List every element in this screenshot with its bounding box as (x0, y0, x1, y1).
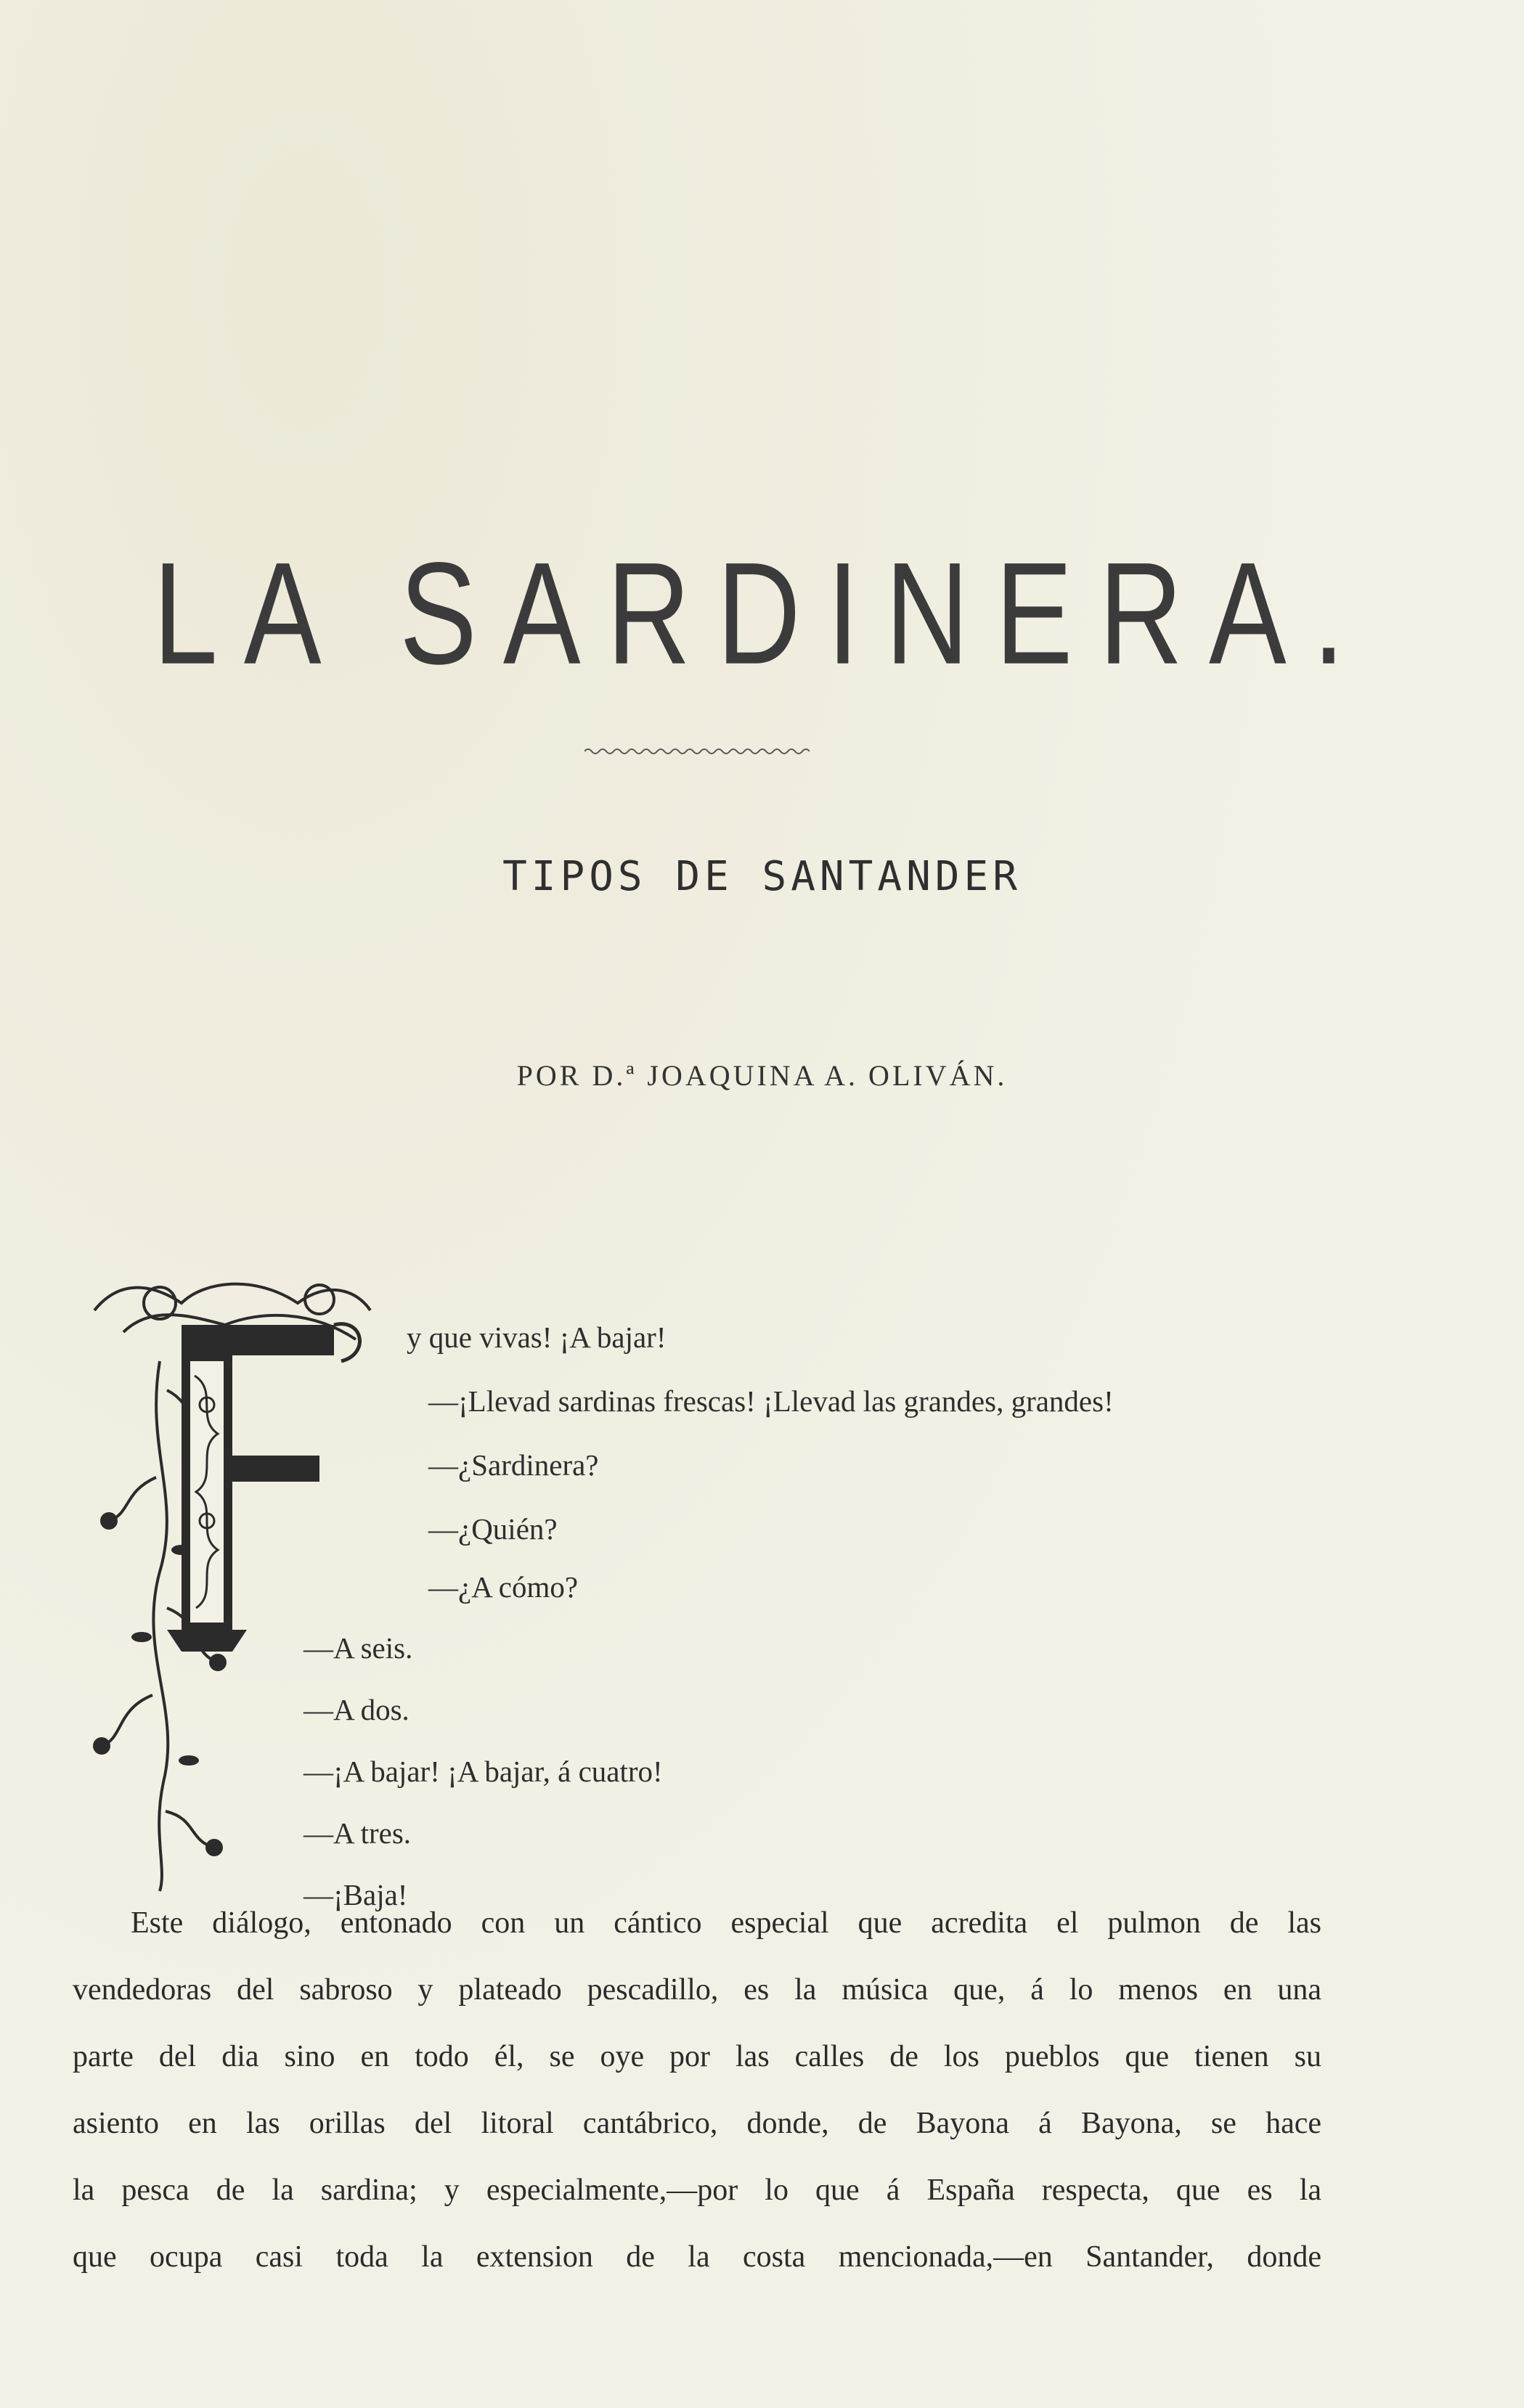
author-line: POR D.ª JOAQUINA A. OLIVÁN. (516, 1059, 1008, 1092)
dialogue-line: —A dos. (303, 1693, 409, 1726)
paragraph-line: Este diálogo, entonado con un cántico especial que acredita el pulmon de las (131, 1906, 1321, 1940)
paragraph-line: parte del dia sino en todo él, se oye por las calles de los pueblos que tienen su (73, 2040, 1321, 2073)
paragraph-line: que ocupa casi toda la extension de la costa mencionada,—en Santander, donde (73, 2240, 1321, 2274)
dialogue-line: —A tres. (303, 1816, 412, 1850)
dialogue-line: —¿Sardinera? (428, 1448, 599, 1482)
dialogue-line: —A seis. (303, 1631, 413, 1665)
decorative-rule (584, 746, 810, 756)
dialogue-line: —¡Baja! (303, 1878, 408, 1911)
page-title: LA SARDINERA. (152, 531, 1372, 695)
paragraph-line: la pesca de la sardina; y especialmente,—por lo que á España respecta, que es la (73, 2174, 1321, 2207)
dialogue-line: —¿A cómo? (428, 1570, 579, 1604)
ornamental-drop-cap (80, 1260, 385, 1898)
paragraph-line: vendedoras del sabroso y plateado pescadillo, es la música que, á lo menos en una (73, 1973, 1321, 2007)
dialogue-line: —¡A bajar! ¡A bajar, á cuatro! (303, 1755, 663, 1788)
dialogue-line: y que vivas! ¡A bajar! (407, 1321, 667, 1354)
body-paragraph (73, 1908, 1321, 2314)
dialogue-line: —¡Llevad sardinas frescas! ¡Llevad las grandes, grandes! (428, 1384, 1114, 1418)
paragraph-line: asiento en las orillas del litoral cantábrico, donde, de Bayona á Bayona, se hace (73, 2107, 1321, 2140)
subtitle: TIPOS DE SANTANDER (502, 853, 1022, 900)
dialogue-line: —¿Quién? (428, 1512, 558, 1546)
